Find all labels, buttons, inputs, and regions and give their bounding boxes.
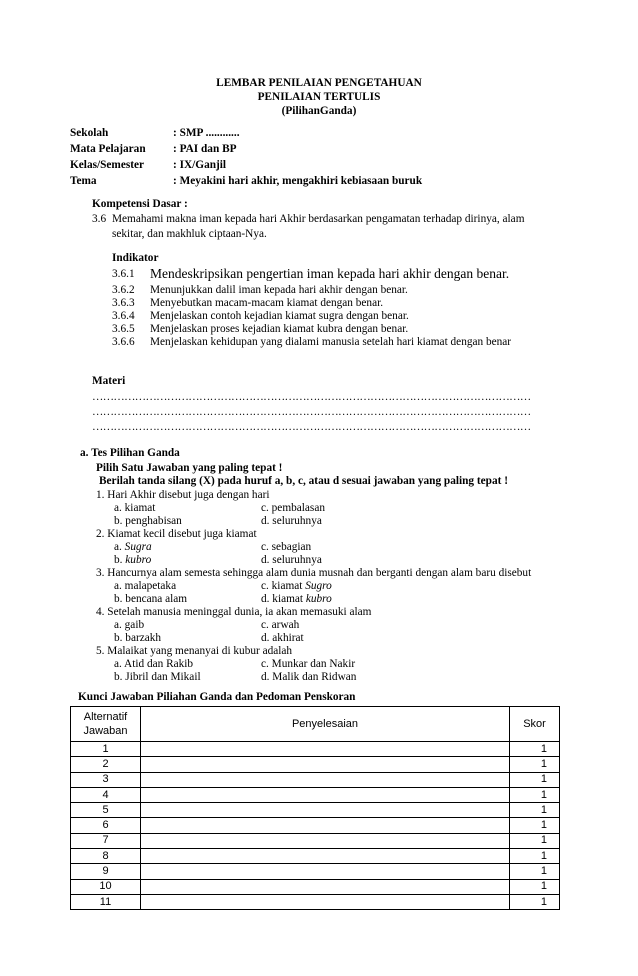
row-answer xyxy=(141,772,510,787)
row-answer xyxy=(141,742,510,757)
question-text: 2. Kiamat kecil disebut juga kiamat xyxy=(96,528,257,540)
question-text: 5. Malaikat yang menanyai di kubur adalah xyxy=(96,645,293,657)
indikator-text: Menunjukkan dalil iman kepada hari akhir dengan benar. xyxy=(150,284,408,296)
option-c: c. arwah xyxy=(261,619,300,631)
row-number: 11 xyxy=(71,894,141,909)
row-number: 3 xyxy=(71,772,141,787)
identity-value-kelas: : IX/Ganjil xyxy=(173,159,227,171)
header-alternatif xyxy=(71,707,141,742)
row-answer xyxy=(141,864,510,879)
option-d: d. akhirat xyxy=(261,632,304,644)
row-number: 6 xyxy=(71,818,141,833)
identity-label-sekolah: Sekolah xyxy=(70,127,109,139)
test-instruction-1: Pilih Satu Jawaban yang paling tepat ! xyxy=(96,462,283,474)
indikator-text: Menjelaskan contoh kejadian kiamat sugra dengan benar. xyxy=(150,310,409,322)
option-c: c. sebagian xyxy=(261,541,312,553)
materi-line: …………………………………………………………………………………………………………… xyxy=(92,421,531,433)
row-score: 1 xyxy=(510,772,560,787)
identity-value-mapel: : PAI dan BP xyxy=(173,143,237,155)
option-b: b. barzakh xyxy=(114,632,162,644)
row-score: 1 xyxy=(510,787,560,802)
row-answer xyxy=(141,894,510,909)
answer-key-heading: Kunci Jawaban Piliahan Ganda dan Pedoman Penskoran xyxy=(78,691,356,703)
row-score: 1 xyxy=(510,803,560,818)
header-alternatif-line2: Jawaban xyxy=(83,725,128,737)
row-score: 1 xyxy=(510,757,560,772)
row-score: 1 xyxy=(510,894,560,909)
materi-line: …………………………………………………………………………………………………………… xyxy=(92,406,531,418)
option-a: a. kiamat xyxy=(114,502,156,514)
table-row xyxy=(71,849,560,864)
kd-heading: Kompetensi Dasar : xyxy=(92,198,188,210)
option-b: b. penghabisan xyxy=(114,515,182,527)
indikator-no: 3.6.1 xyxy=(112,268,135,280)
table-row xyxy=(71,833,560,848)
header-alternatif-line1: Alternatif xyxy=(83,711,128,723)
table-header-row xyxy=(71,707,560,742)
table-row xyxy=(71,772,560,787)
option-a: a. Sugra xyxy=(114,541,152,553)
row-score: 1 xyxy=(510,864,560,879)
row-answer xyxy=(141,757,510,772)
kd-text-line2: sekitar, dan makhluk ciptaan-Nya. xyxy=(112,228,267,240)
question-text: 1. Hari Akhir disebut juga dengan hari xyxy=(96,489,270,501)
materi-line: …………………………………………………………………………………………………………… xyxy=(92,391,531,403)
page-subtitle-type: (PilihanGanda) xyxy=(281,105,357,117)
row-score: 1 xyxy=(510,742,560,757)
option-c: c. pembalasan xyxy=(261,502,325,514)
page-subtitle: PENILAIAN TERTULIS xyxy=(257,91,381,103)
option-b: b. Jibril dan Mikail xyxy=(114,671,201,683)
indikator-heading: Indikator xyxy=(112,252,159,264)
row-answer xyxy=(141,833,510,848)
table-row xyxy=(71,818,560,833)
option-a: a. gaib xyxy=(114,619,145,631)
row-number: 2 xyxy=(71,757,141,772)
table-row xyxy=(71,864,560,879)
kd-number: 3.6 xyxy=(92,213,107,225)
table-row xyxy=(71,803,560,818)
header-skor: Skor xyxy=(510,707,560,742)
identity-label-mapel: Mata Pelajaran xyxy=(70,143,146,155)
kd-text-line1: Memahami makna iman kepada hari Akhir berdasarkan pengamatan terhadap dirinya, alam xyxy=(112,213,525,225)
row-score: 1 xyxy=(510,879,560,894)
row-answer xyxy=(141,849,510,864)
row-number: 7 xyxy=(71,833,141,848)
table-row xyxy=(71,894,560,909)
option-c: c. Munkar dan Nakir xyxy=(261,658,356,670)
indikator-text: Menjelaskan kehidupan yang dialami manusia setelah hari kiamat dengan benar xyxy=(150,336,512,348)
indikator-no: 3.6.6 xyxy=(112,336,135,348)
row-score: 1 xyxy=(510,849,560,864)
identity-label-tema: Tema xyxy=(70,175,97,187)
row-number: 4 xyxy=(71,787,141,802)
option-a: a. malapetaka xyxy=(114,580,177,592)
row-number: 1 xyxy=(71,742,141,757)
table-row xyxy=(71,742,560,757)
answer-key-table xyxy=(70,706,560,910)
option-b: b. kubro xyxy=(114,554,152,566)
indikator-no: 3.6.4 xyxy=(112,310,135,322)
table-row xyxy=(71,757,560,772)
option-d: d. seluruhnya xyxy=(261,515,322,527)
row-number: 9 xyxy=(71,864,141,879)
option-a: a. Atid dan Rakib xyxy=(114,658,194,670)
row-answer xyxy=(141,803,510,818)
test-heading: a. Tes Pilihan Ganda xyxy=(80,447,180,459)
row-score: 1 xyxy=(510,818,560,833)
indikator-no: 3.6.3 xyxy=(112,297,135,309)
question-text: 4. Setelah manusia meninggal dunia, ia akan memasuki alam xyxy=(96,606,372,618)
row-number: 8 xyxy=(71,849,141,864)
indikator-no: 3.6.5 xyxy=(112,323,135,335)
header-penyelesaian: Penyelesaian xyxy=(141,707,510,742)
page-title: LEMBAR PENILAIAN PENGETAHUAN xyxy=(216,77,422,89)
table-row xyxy=(71,787,560,802)
indikator-text: Menjelaskan proses kejadian kiamat kubra dengan benar. xyxy=(150,323,409,335)
question-text: 3. Hancurnya alam semesta sehingga alam dunia musnah dan berganti dengan alam baru disebut xyxy=(96,567,532,579)
option-d: d. Malik dan Ridwan xyxy=(261,671,357,683)
indikator-text: Mendeskripsikan pengertian iman kepada hari akhir dengan benar. xyxy=(150,266,510,281)
option-b: b. bencana alam xyxy=(114,593,188,605)
row-answer xyxy=(141,787,510,802)
row-answer xyxy=(141,818,510,833)
row-number: 10 xyxy=(71,879,141,894)
row-answer xyxy=(141,879,510,894)
test-instruction-2: Berilah tanda silang (X) pada huruf a, b, c, atau d sesuai jawaban yang paling tepat ! xyxy=(99,475,508,487)
identity-label-kelas: Kelas/Semester xyxy=(70,159,145,171)
option-c: c. kiamat Sugro xyxy=(261,580,332,592)
option-d: d. seluruhnya xyxy=(261,554,322,566)
indikator-no: 3.6.2 xyxy=(112,284,135,296)
option-d: d. kiamat kubro xyxy=(261,593,332,605)
table-row xyxy=(71,879,560,894)
row-score: 1 xyxy=(510,833,560,848)
identity-value-sekolah: : SMP ............ xyxy=(173,127,240,139)
row-number: 5 xyxy=(71,803,141,818)
materi-heading: Materi xyxy=(92,375,126,387)
identity-value-tema: : Meyakini hari akhir, mengakhiri kebiasaan buruk xyxy=(173,175,423,187)
indikator-text: Menyebutkan macam-macam kiamat dengan benar. xyxy=(150,297,384,309)
